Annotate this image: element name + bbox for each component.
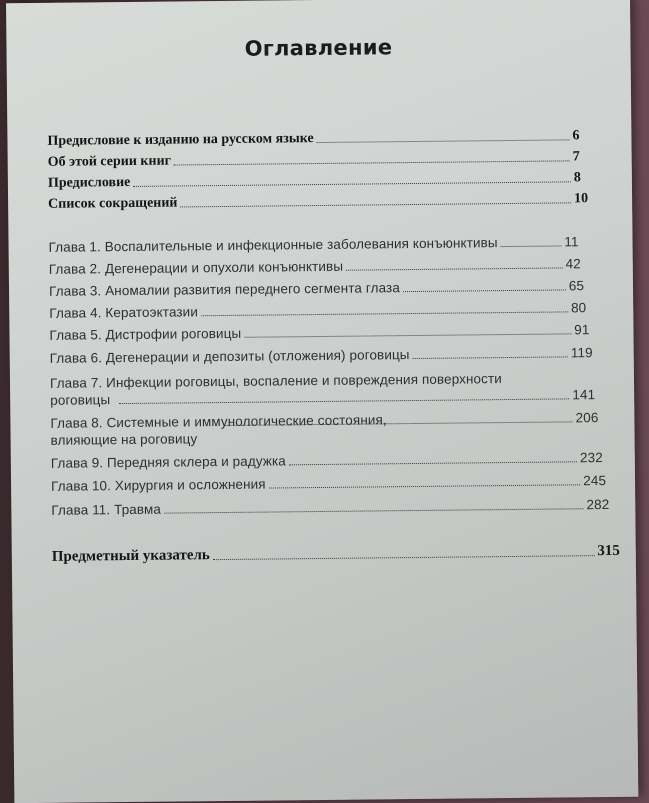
toc-entry-label: Глава 11. Травма <box>51 501 162 518</box>
toc-entry-label: Предметный указатель <box>51 547 210 565</box>
toc-entry-series[interactable] <box>48 148 580 171</box>
leader-dots <box>501 245 562 247</box>
toc-entry-label-line1: Глава 8. Системные и иммунологические состояния, <box>50 412 387 431</box>
leader-dots <box>180 202 571 207</box>
page-title: Оглавление <box>244 35 393 61</box>
leader-dots <box>213 555 595 560</box>
toc-entry-label: Список сокращений <box>48 195 178 212</box>
toc-entry-page: 141 <box>572 387 596 403</box>
toc-entry-chapter-7-leader <box>116 386 595 408</box>
toc-entry-page: 10 <box>574 191 589 207</box>
toc-entry-label: Глава 10. Хирургия и осложнения <box>50 476 266 494</box>
toc-entry-label: Предисловие <box>47 174 131 191</box>
toc-entry-page: 8 <box>573 170 581 186</box>
leader-dots <box>413 356 568 359</box>
toc-entry-label: Глава 2. Дегенерации и опухоли конъюнктивы <box>48 258 344 277</box>
toc-entry-label-line1: Глава 7. Инфекции роговицы, воспаление и повреждения поверхности <box>49 371 502 391</box>
toc-entry-page: 65 <box>568 278 585 294</box>
toc-entry-label-line2: влияющие на роговицу <box>50 431 198 448</box>
leader-dots <box>201 311 568 316</box>
toc-entry-subject-index[interactable] <box>52 543 620 566</box>
leader-dots <box>289 461 577 465</box>
toc-entry-label: Глава 1. Воспалительные и инфекционные заболевания конъюнктивы <box>48 235 498 255</box>
leader-dots <box>223 421 572 426</box>
toc-entry-label: Глава 9. Передняя склера и радужка <box>50 453 286 471</box>
toc-entry-page: 315 <box>597 542 620 560</box>
leader-dots <box>403 289 566 292</box>
toc-entry-chapter-2[interactable] <box>49 255 581 278</box>
book-page <box>6 0 638 803</box>
toc-entry-chapter-5[interactable] <box>49 321 589 344</box>
toc-entry-label: Об этой серии книг <box>47 153 172 170</box>
leader-dots <box>269 484 581 488</box>
toc-entry-preface-russian[interactable] <box>47 127 579 150</box>
toc-entry-chapter-10[interactable] <box>51 472 606 495</box>
toc-entry-label: Глава 4. Кератоэктазии <box>49 304 199 321</box>
toc-entry-chapter-9[interactable] <box>51 449 603 472</box>
toc-entry-label-line2: роговицы <box>50 392 111 408</box>
toc-entry-chapter-6[interactable] <box>50 344 593 367</box>
toc-entry-page: 245 <box>583 473 607 489</box>
leader-dots <box>119 398 569 404</box>
toc-entry-page: 42 <box>565 256 581 272</box>
toc-entry-label: Глава 3. Аномалии развития переднего сегмента глаза <box>48 280 400 299</box>
leader-dots <box>244 333 571 337</box>
toc-entry-chapter-11[interactable] <box>51 496 609 519</box>
toc-entry-page: 6 <box>572 128 580 144</box>
toc-entry-label: Предисловие к изданию на русском языке <box>47 131 314 149</box>
toc-entry-page: 119 <box>570 345 593 361</box>
toc-entry-page: 282 <box>586 496 610 513</box>
toc-entry-page: 80 <box>570 300 587 316</box>
toc-entry-chapter-3[interactable] <box>49 277 584 300</box>
leader-dots <box>346 267 562 270</box>
toc-entry-page: 91 <box>574 322 590 338</box>
toc-entry-chapter-1[interactable] <box>48 233 578 256</box>
table-of-contents <box>47 125 620 565</box>
toc-entry-preface[interactable] <box>48 169 581 192</box>
toc-entry-label: Глава 6. Дегенерации и депозиты (отложения) роговицы <box>49 347 410 366</box>
toc-entry-page: 232 <box>579 450 603 466</box>
toc-entry-page: 206 <box>575 410 599 426</box>
toc-entry-label: Глава 5. Дистрофии роговицы <box>49 325 242 343</box>
leader-dots <box>133 181 571 187</box>
toc-entry-page: 11 <box>564 234 579 250</box>
leader-dots <box>174 160 570 165</box>
leader-dots <box>164 508 584 513</box>
leader-dots <box>317 139 570 143</box>
toc-entry-abbreviations[interactable] <box>48 190 588 213</box>
toc-entry-chapter-4[interactable] <box>49 299 586 322</box>
toc-entry-page: 7 <box>572 149 580 165</box>
